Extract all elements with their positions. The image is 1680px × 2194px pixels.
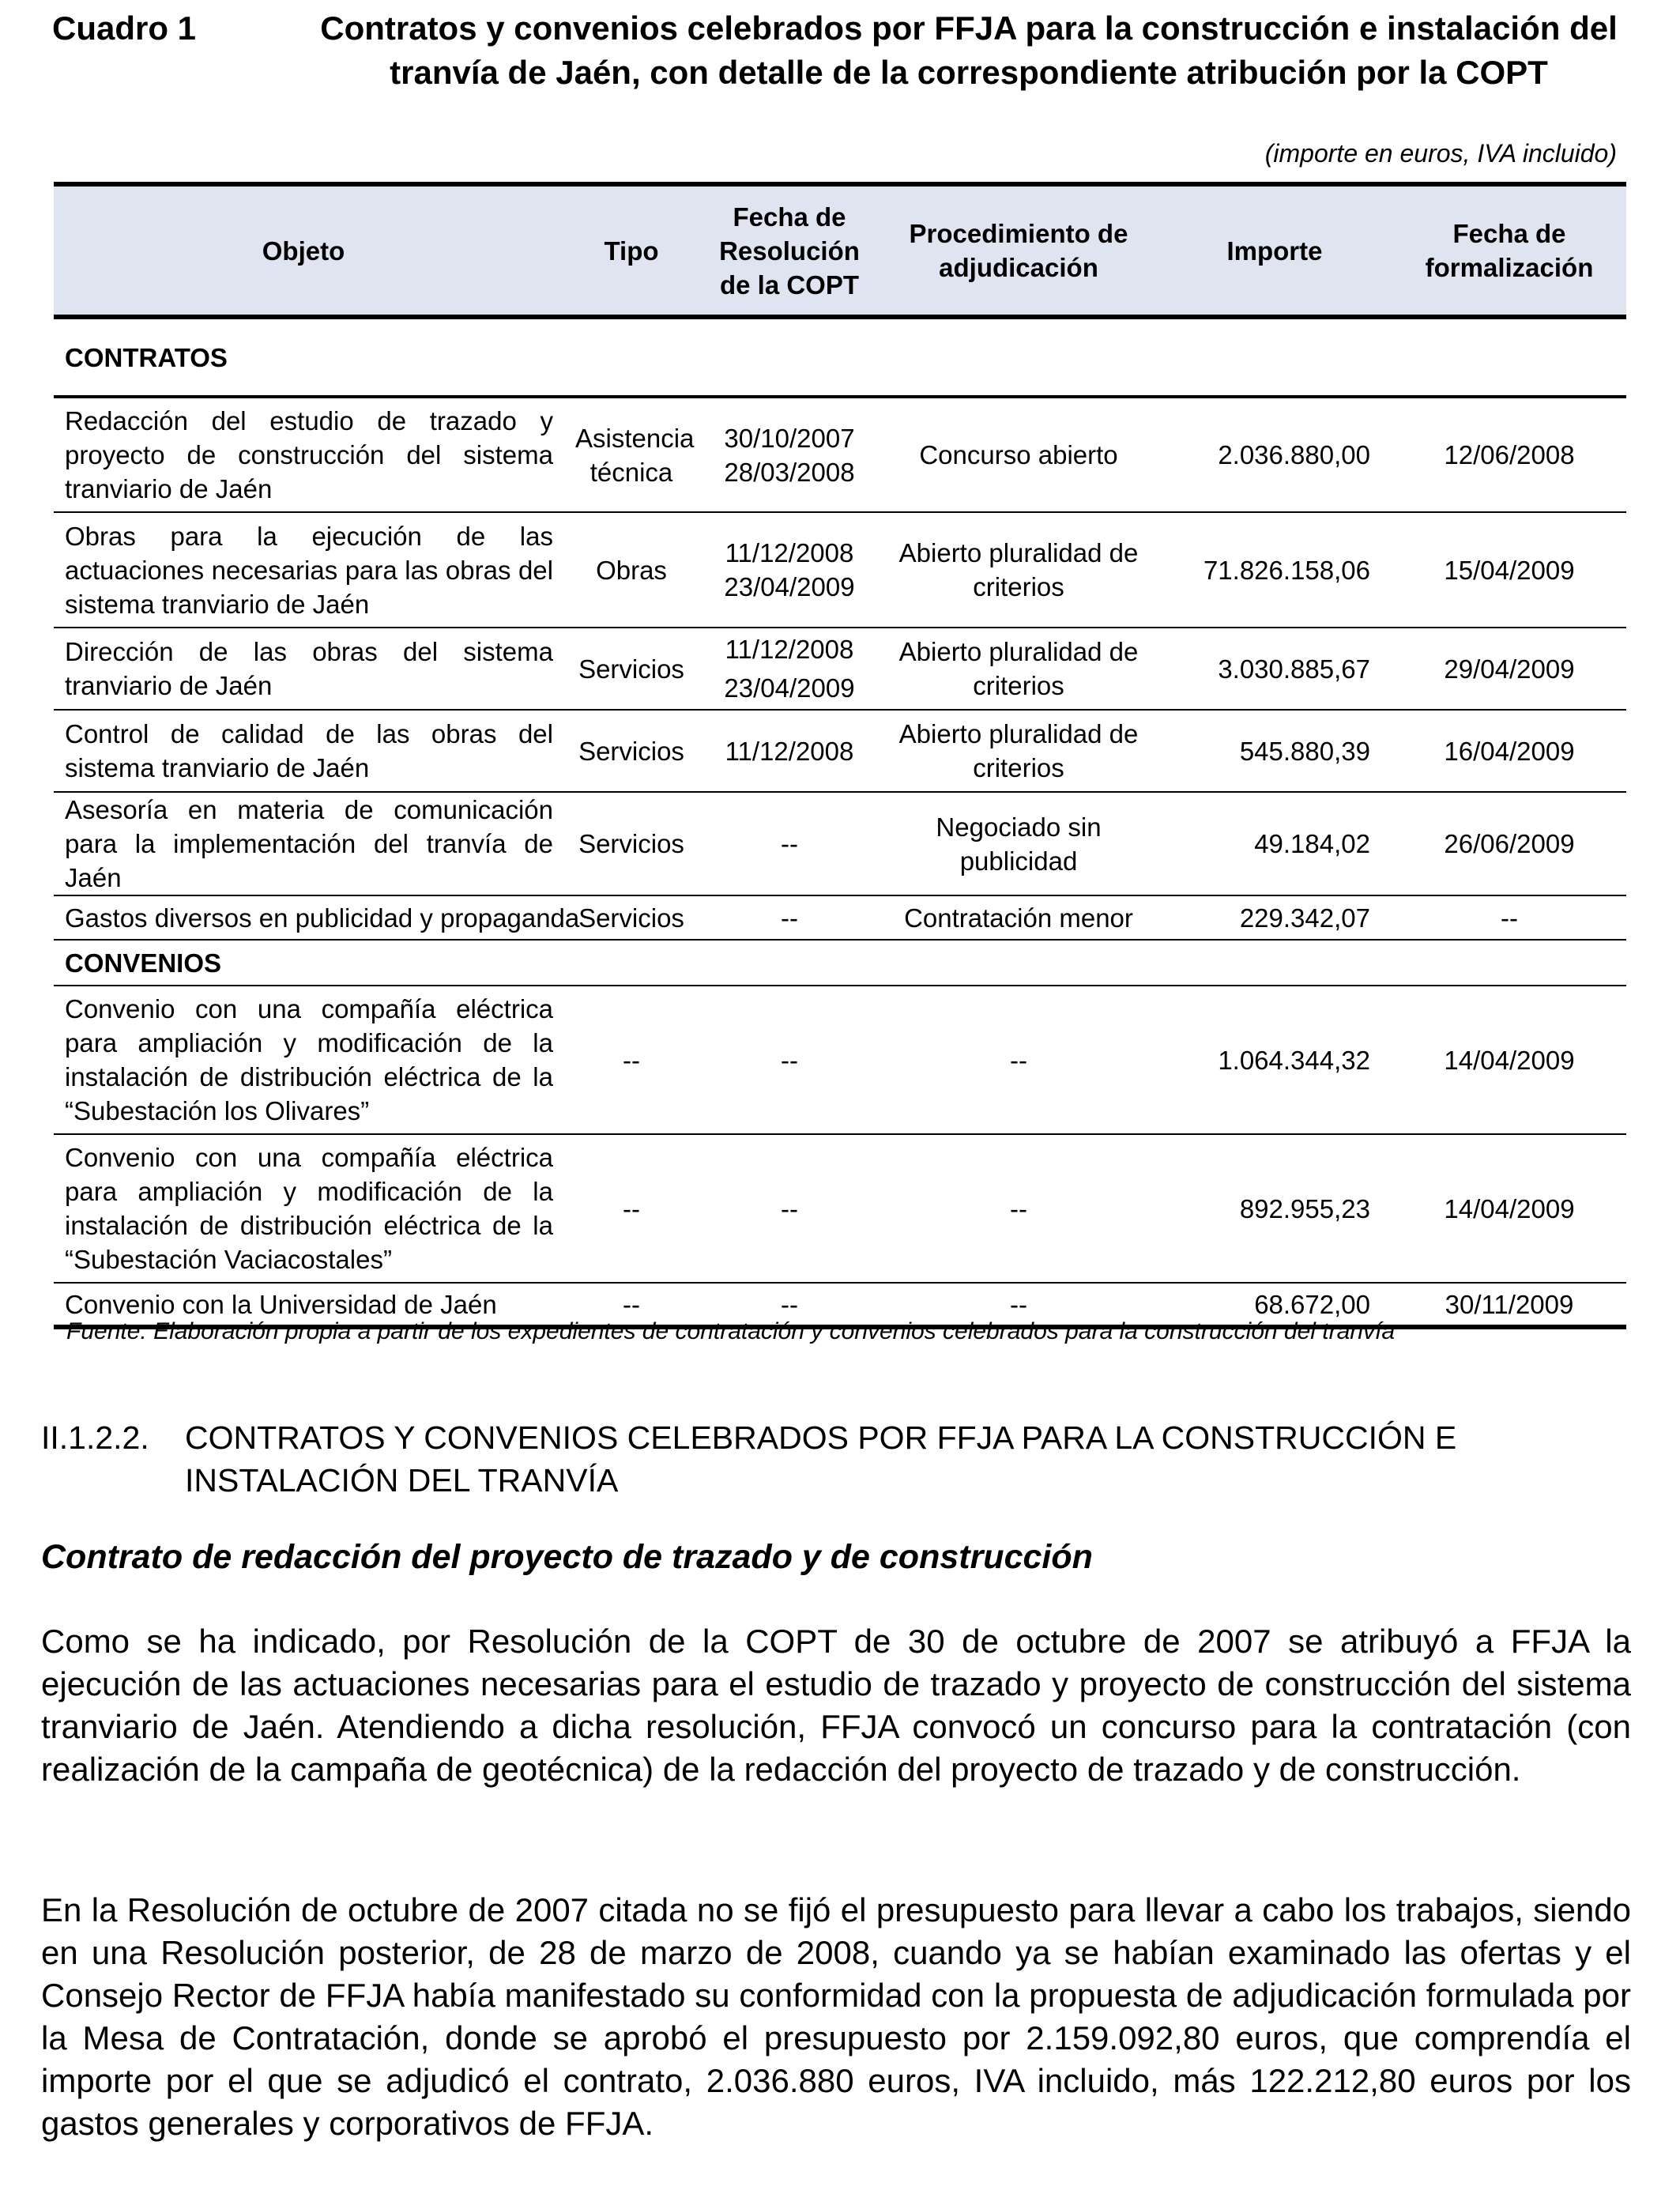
table-row [54, 628, 1626, 710]
subheading: Contrato de redacción del proyecto de trazado y de construcción [41, 1538, 1093, 1576]
table-row [54, 986, 1626, 1134]
section-label-convenios: CONVENIOS [54, 940, 1626, 986]
paragraph: Como se ha indicado, por Resolución de la COPT de 30 de octubre de 2007 se atribuyó a FFJA la ejecución de las actuaciones necesarias para el estudio de trazado y proyecto de construcción del sistema tranviario de Jaén. Atendiendo a dicha resolución, FFJA convocó un concurso para la contratación (con realización de la campaña de geotécnica) de la redacción del proyecto de trazado y de construcción. [41, 1623, 1631, 1788]
cell-procedimiento: -- [880, 986, 1157, 1134]
cell-fecha-resolucion [699, 397, 880, 512]
cell-procedimiento: Abierto pluralidad de criterios [880, 710, 1157, 792]
contracts-table [54, 182, 1626, 1329]
cell-fecha-formalizacion: 12/06/2008 [1392, 397, 1626, 512]
cell-fecha-formalizacion: 14/04/2009 [1392, 1134, 1626, 1283]
cell-procedimiento: Abierto pluralidad de criterios [880, 628, 1157, 710]
cell-fecha-resolucion [699, 628, 880, 710]
cell-procedimiento: -- [880, 1283, 1157, 1327]
header-objeto: Objeto [54, 184, 564, 317]
cell-fecha-formalizacion: -- [1392, 895, 1626, 940]
cell-tipo: -- [564, 1283, 699, 1327]
cell-importe: 892.955,23 [1157, 1134, 1392, 1283]
section-row-contratos [54, 317, 1626, 397]
cell-tipo: Asistencia técnica [564, 397, 699, 512]
cell-fecha-formalizacion: 30/11/2009 [1392, 1283, 1626, 1327]
cell-objeto: Control de calidad de las obras del sistema tranviario de Jaén [54, 710, 564, 792]
cell-importe: 545.880,39 [1157, 710, 1392, 792]
cell-fecha-resolucion: -- [699, 1134, 880, 1283]
table-row [54, 512, 1626, 628]
cell-procedimiento: Contratación menor [880, 895, 1157, 940]
cell-importe: 71.826.158,06 [1157, 512, 1392, 628]
table-row [54, 1134, 1626, 1283]
fecha-resolucion-1: 11/12/2008 [725, 538, 854, 567]
cell-tipo: Servicios [564, 628, 699, 710]
cell-importe: 1.064.344,32 [1157, 986, 1392, 1134]
cell-fecha-formalizacion: 16/04/2009 [1392, 710, 1626, 792]
units-note: (importe en euros, IVA incluido) [1264, 139, 1617, 168]
section-number: II.1.2.2. [41, 1419, 149, 1456]
cell-objeto: Convenio con una compañía eléctrica para ampliación y modificación de la instalación de distribución eléctrica de la “Subestación Vaciacostales” [54, 1134, 564, 1283]
cell-fecha-formalizacion: 29/04/2009 [1392, 628, 1626, 710]
cell-fecha-formalizacion: 14/04/2009 [1392, 986, 1626, 1134]
cell-tipo: Servicios [564, 895, 699, 940]
paragraph: En la Resolución de octubre de 2007 citada no se fijó el presupuesto para llevar a cabo los trabajos, siendo en una Resolución posterior, de 28 de marzo de 2008, cuando ya se habían examinado las ofertas y el Consejo Rector de FFJA había manifestado su conformidad con la propuesta de adjudicación formulada por la Mesa de Contratación, donde se aprobó el presupuesto por 2.159.092,80 euros, que comprendía el importe por el que se adjudicó el contrato, 2.036.880 euros, IVA incluido, más 122.212,80 euros por los gastos generales y corporativos de FFJA. [41, 1891, 1631, 2142]
cell-fecha-resolucion: 11/12/2008 [699, 710, 880, 792]
header-fecha-formalizacion: Fecha de formalización [1392, 184, 1626, 317]
cell-objeto: Obras para la ejecución de las actuaciones necesarias para las obras del sistema tranviario de Jaén [54, 512, 564, 628]
cell-tipo: -- [564, 1134, 699, 1283]
table-number: Cuadro 1 [52, 9, 197, 47]
cell-fecha-formalizacion: 15/04/2009 [1392, 512, 1626, 628]
cell-fecha-resolucion: -- [699, 986, 880, 1134]
fecha-resolucion-2: 28/03/2008 [724, 457, 855, 487]
table-header-row [54, 184, 1626, 317]
table-row [54, 710, 1626, 792]
table-row [54, 895, 1626, 940]
section-row-convenios [54, 940, 1626, 986]
cell-objeto: Dirección de las obras del sistema tranviario de Jaén [54, 628, 564, 710]
cell-objeto: Convenio con la Universidad de Jaén [54, 1283, 564, 1327]
cell-fecha-resolucion: -- [699, 1283, 880, 1327]
header-importe: Importe [1157, 184, 1392, 317]
fecha-resolucion-2: 23/04/2009 [724, 572, 855, 601]
cell-fecha-formalizacion: 26/06/2009 [1392, 792, 1626, 895]
cell-fecha-resolucion [699, 512, 880, 628]
cell-fecha-resolucion: -- [699, 792, 880, 895]
header-fecha-resolucion: Fecha de Resolución de la COPT [699, 184, 880, 317]
header-procedimiento: Procedimiento de adjudicación [880, 184, 1157, 317]
section-title: CONTRATOS Y CONVENIOS CELEBRADOS POR FFJA PARA LA CONSTRUCCIÓN E INSTALACIÓN DEL TRANVÍA [185, 1419, 1457, 1498]
cell-procedimiento: -- [880, 1134, 1157, 1283]
cell-procedimiento: Abierto pluralidad de criterios [880, 512, 1157, 628]
cell-procedimiento: Concurso abierto [880, 397, 1157, 512]
cell-tipo: Servicios [564, 792, 699, 895]
cell-importe: 68.672,00 [1157, 1283, 1392, 1327]
cell-objeto: Gastos diversos en publicidad y propaganda [54, 895, 564, 940]
table-row [54, 792, 1626, 895]
source-note: Fuente: Elaboración propia a partir de los expedientes de contratación y convenios celebrados para la construcción del tranvía [66, 1318, 1396, 1344]
header-tipo: Tipo [564, 184, 699, 317]
section-label-contratos: CONTRATOS [54, 317, 1626, 397]
cell-importe: 3.030.885,67 [1157, 628, 1392, 710]
cell-objeto: Asesoría en materia de comunicación para la implementación del tranvía de Jaén [54, 792, 564, 895]
cell-importe: 2.036.880,00 [1157, 397, 1392, 512]
cell-fecha-resolucion: -- [699, 895, 880, 940]
cell-importe: 229.342,07 [1157, 895, 1392, 940]
fecha-resolucion-2: 23/04/2009 [724, 673, 855, 703]
fecha-resolucion-1: 11/12/2008 [725, 635, 854, 664]
cell-procedimiento: Negociado sin publicidad [880, 792, 1157, 895]
cell-importe: 49.184,02 [1157, 792, 1392, 895]
fecha-resolucion-1: 30/10/2007 [724, 423, 855, 453]
table-title: Contratos y convenios celebrados por FFJA para la construcción e instalación del tranvía de Jaén, con detalle de la correspondiente atribución por la COPT [320, 9, 1618, 91]
cell-objeto: Convenio con una compañía eléctrica para ampliación y modificación de la instalación de distribución eléctrica de la “Subestación los Olivares” [54, 986, 564, 1134]
table-row [54, 397, 1626, 512]
cell-tipo: Servicios [564, 710, 699, 792]
cell-tipo: -- [564, 986, 699, 1134]
cell-objeto: Redacción del estudio de trazado y proyecto de construcción del sistema tranviario de Jaén [54, 397, 564, 512]
cell-tipo: Obras [564, 512, 699, 628]
